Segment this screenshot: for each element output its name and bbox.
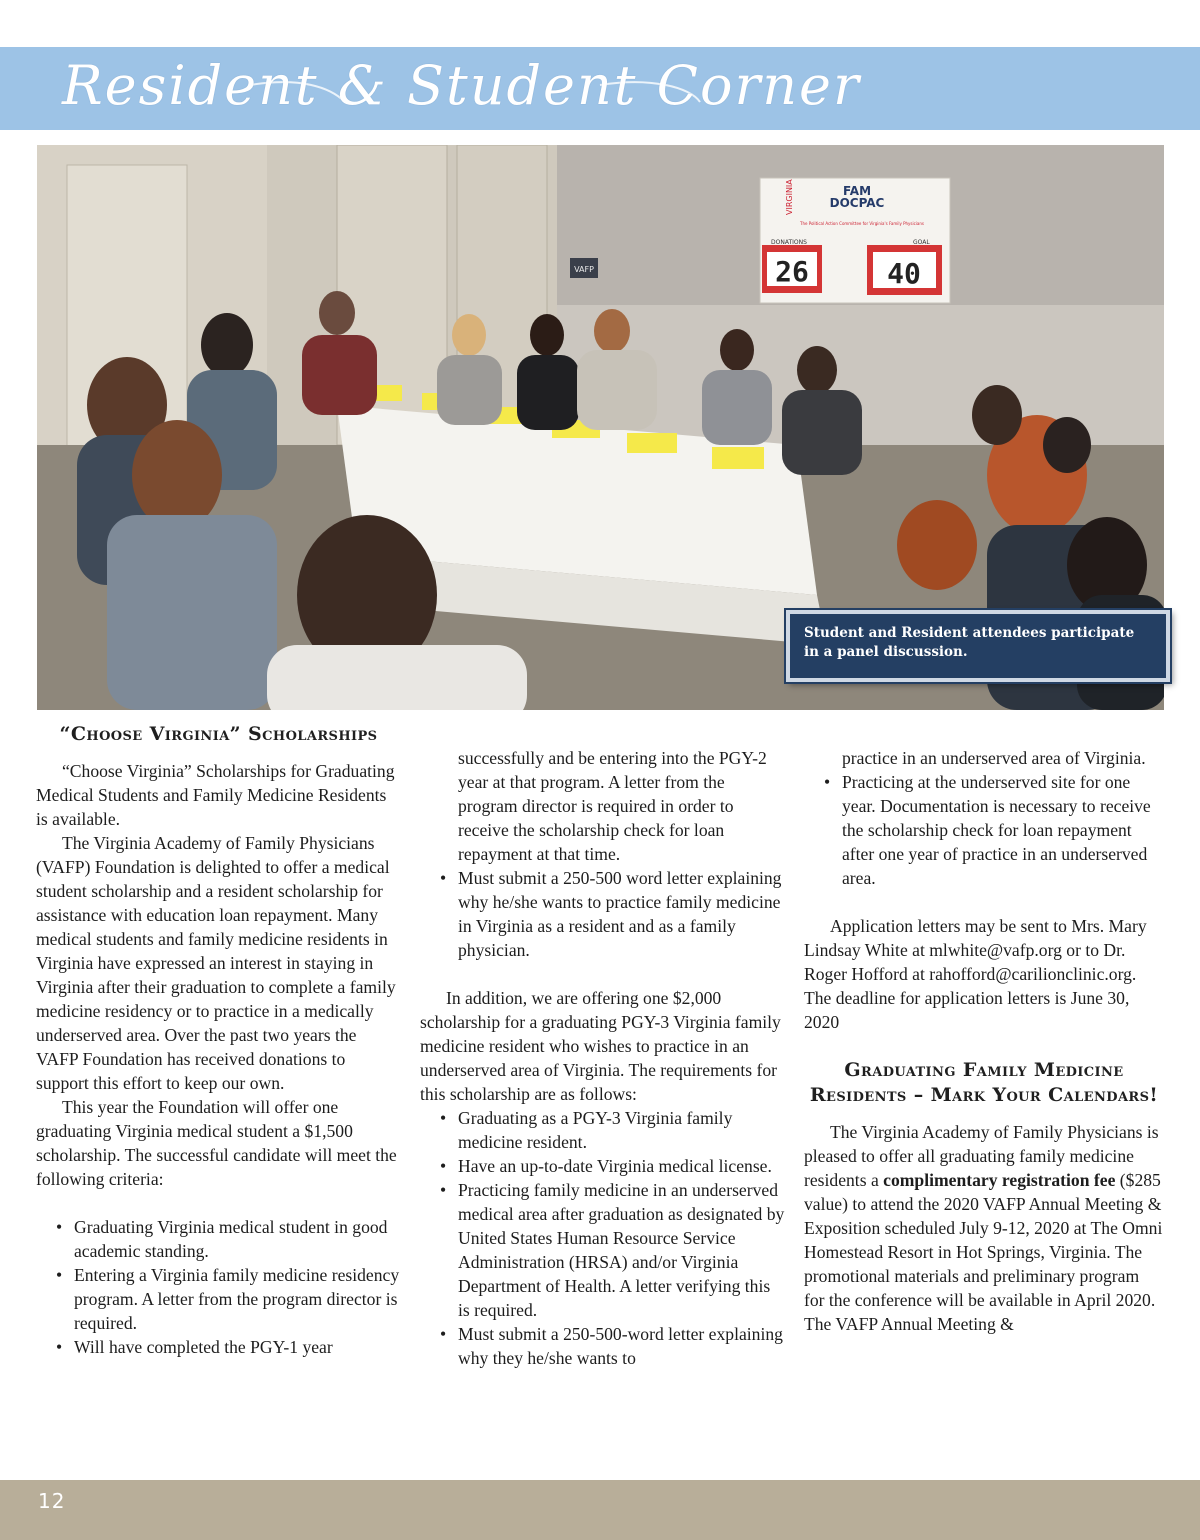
text: The Virginia Academy of Family Physicians is pleased to offer all graduating family medicine residents a	[804, 1122, 1159, 1190]
board-donations-label: DONATIONS	[771, 239, 807, 246]
board-name-2: DOCPAC	[829, 196, 885, 210]
list-item: • Practicing family medicine in an underserved medical area after graduation as designated by United States Human Resource Service Administration (HRSA) and/or Virginia Department of Health. A letter verifying this is required.	[420, 1178, 785, 1322]
column-2	[420, 746, 785, 1370]
list-item: • Graduating Virginia medical student in good academic standing.	[36, 1215, 401, 1263]
criteria-list	[36, 1215, 401, 1359]
paragraph: This year the Foundation will offer one graduating Virginia medical student a $1,500 scholarship. The successful candidate will meet the following criteria:	[36, 1097, 397, 1189]
board-name-1: FAM	[842, 184, 872, 198]
paragraph	[804, 1120, 1164, 1336]
requirements-list	[420, 1106, 785, 1370]
scholarship-heading: “Choose Virginia” Scholarships	[59, 723, 378, 745]
column-1	[36, 722, 401, 1359]
list-item: • Must submit a 250-500 word letter explaining why he/she wants to practice family medicine in Virginia as a resident and as a family physician.	[420, 866, 785, 962]
list-item: • Entering a Virginia family medicine residency program. A letter from the program director is required.	[36, 1263, 401, 1335]
paragraph: Application letters may be sent to Mrs. Mary Lindsay White at mlwhite@vafp.org or to Dr. Roger Hofford at rahofford@carilionclinic.org. The deadline for application letters is June 30, 2020	[804, 916, 1147, 1032]
board-state: VIRGINIA	[785, 179, 794, 215]
letter-list	[420, 866, 785, 962]
paragraph: practice in an underserved area of Virginia.	[842, 748, 1146, 768]
board-donations-value: 26	[775, 255, 809, 288]
board-goal-label: GOAL	[913, 239, 930, 246]
paragraph: In addition, we are offering one $2,000 scholarship for a graduating PGY-3 Virginia family medicine resident who wishes to practice in an underserved area of Virginia. The requirements for this scholarship are as follows:	[420, 988, 781, 1104]
section-title: Resident & Student Corner	[62, 54, 861, 117]
bold-text: complimentary registration fee	[883, 1170, 1116, 1190]
list-item: • Must submit a 250-500-word letter explaining why they he/she wants to	[420, 1322, 785, 1370]
photo-caption: Student and Resident attendees participate in a panel discussion.	[786, 610, 1170, 682]
list-item: • Graduating as a PGY-3 Virginia family medicine resident.	[420, 1106, 785, 1154]
footer-bar	[0, 1480, 1200, 1540]
practice-list	[804, 770, 1164, 890]
list-item: • Have an up-to-date Virginia medical license.	[420, 1154, 785, 1178]
board-goal-value: 40	[887, 257, 921, 290]
page-number: 12	[38, 1489, 66, 1513]
list-item: • Will have completed the PGY-1 year	[36, 1335, 401, 1359]
paragraph: The Virginia Academy of Family Physicians (VAFP) Foundation is delighted to offer a medical student scholarship and a resident scholarship for assistance with education loan repayment. Many medical students and family medicine residents in Virginia have expressed an interest in staying in Virginia after their graduation to complete a family medicine residency or to practice in a medically underserved area. Over the past two years the VAFP Foundation has received donations to support this effort to keep our own.	[36, 833, 396, 1093]
list-item: • Practicing at the underserved site for one year. Documentation is necessary to receive the scholarship check for loan repayment after one year of practice in an underserved area.	[804, 770, 1164, 890]
residents-heading: Graduating Family Medicine Residents – Mark Your Calendars!	[809, 1059, 1159, 1106]
donation-board	[760, 178, 950, 303]
text: ($285 value) to attend the 2020 VAFP Annual Meeting & Exposition scheduled July 9-12, 2020 at The Omni Homestead Resort in Hot Springs, Virginia. The promotional materials and preliminary program for the conference will be available in April 2020. The VAFP Annual Meeting &	[804, 1170, 1163, 1334]
board-subtitle: The Political Action Committee for Virginia's Family Physicians	[800, 221, 924, 226]
paragraph: “Choose Virginia” Scholarships for Graduating Medical Students and Family Medicine Residents is available.	[36, 761, 395, 829]
column-3	[804, 746, 1164, 1336]
vafp-sign: VAFP	[574, 265, 594, 274]
paragraph: successfully and be entering into the PGY-2 year at that program. A letter from the program director is required in order to receive the scholarship check for loan repayment at that time.	[458, 748, 767, 864]
